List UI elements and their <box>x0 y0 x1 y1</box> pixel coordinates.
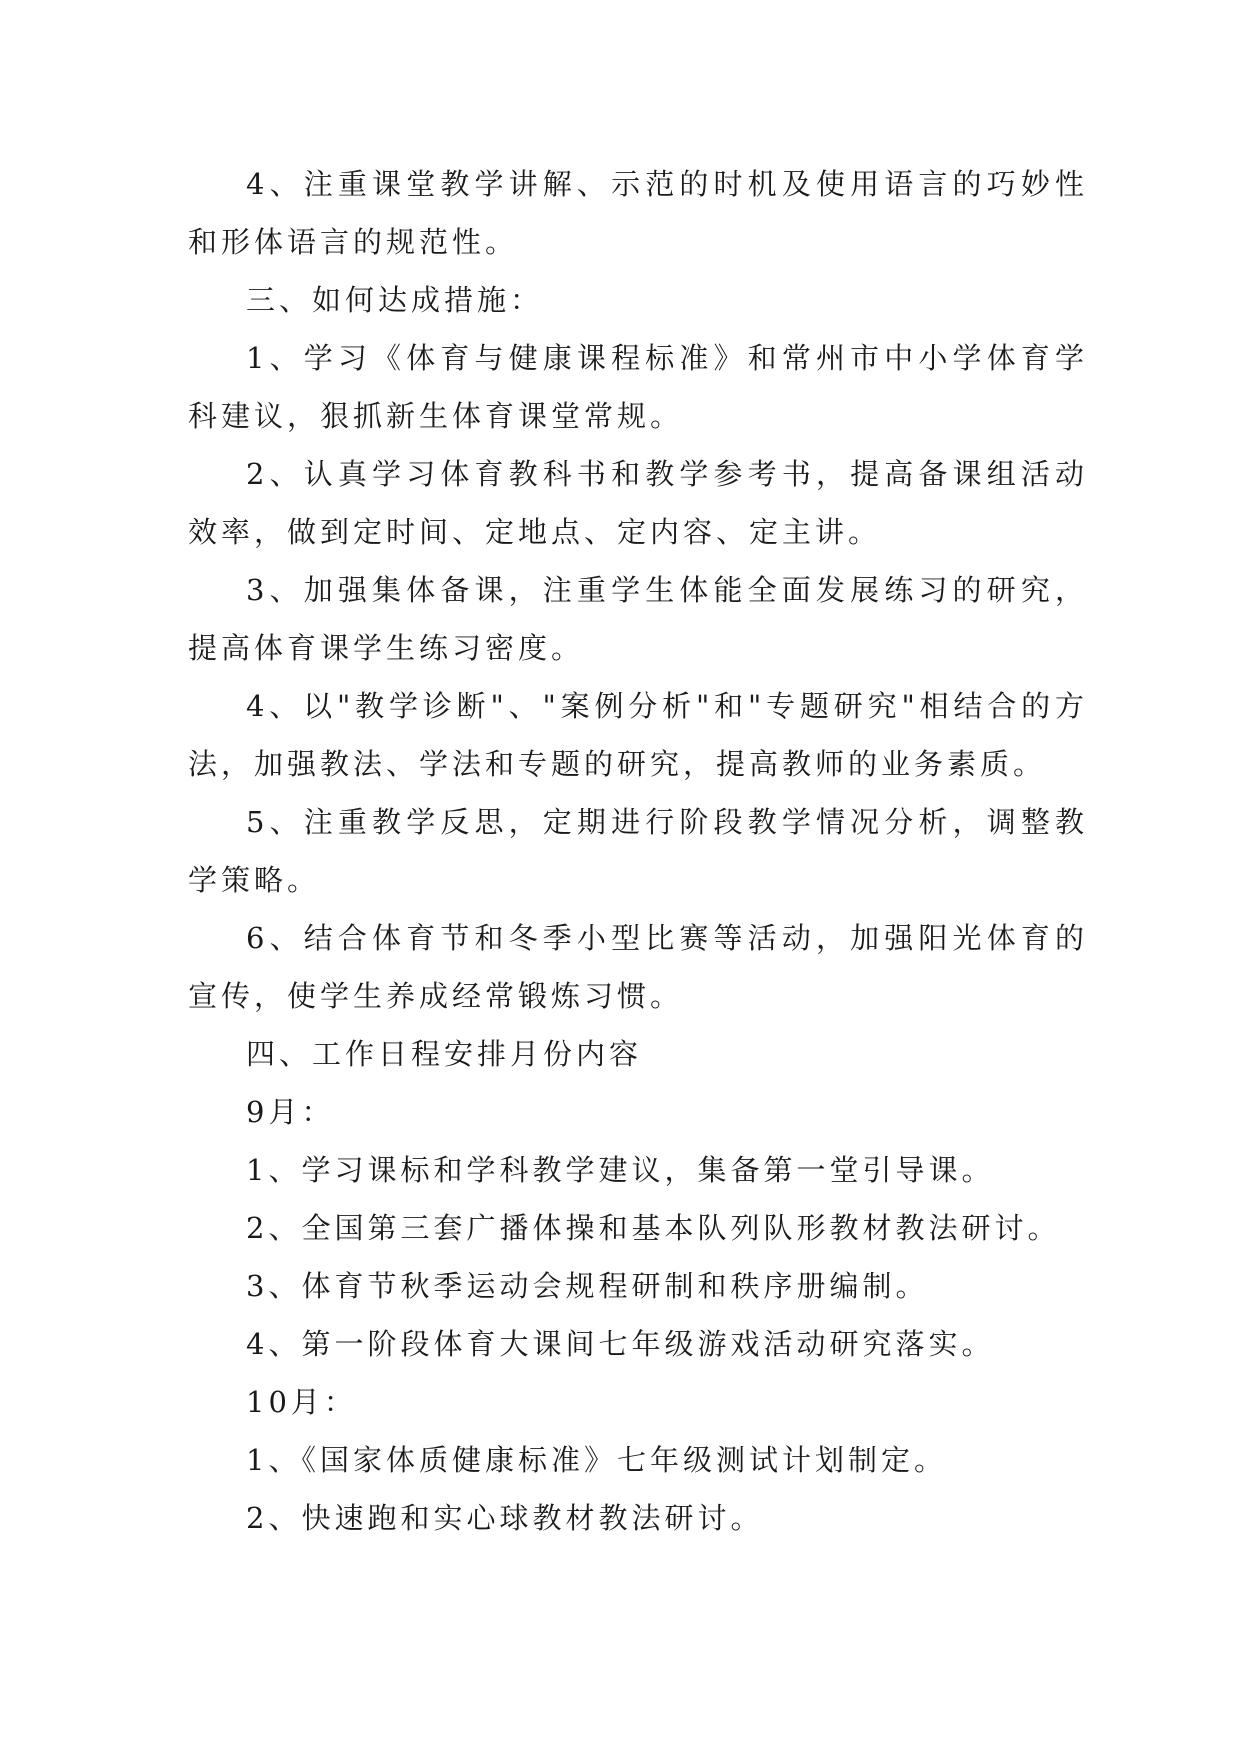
paragraph: 6、结合体育节和冬季小型比赛等活动，加强阳光体育的宣传，使学生养成经常锻炼习惯。 <box>188 921 1088 1013</box>
schedule-item: 2、快速跑和实心球教材教法研讨。 <box>246 1501 764 1535</box>
paragraph: 4、注重课堂教学讲解、示范的时机及使用语言的巧妙性和形体语言的规范性。 <box>188 167 1088 259</box>
paragraph: 1、学习《体育与健康课程标准》和常州市中小学体育学科建议，狠抓新生体育课堂常规。 <box>188 341 1088 433</box>
paragraph: 5、注重教学反思，定期进行阶段教学情况分析，调整教学策略。 <box>188 805 1088 897</box>
document-page <box>188 155 1088 1547</box>
schedule-item: 4、第一阶段体育大课间七年级游戏活动研究落实。 <box>246 1327 995 1361</box>
schedule-item: 3、体育节秋季运动会规程研制和秩序册编制。 <box>246 1269 929 1303</box>
paragraph: 3、加强集体备课，注重学生体能全面发展练习的研究，提高体育课学生练习密度。 <box>188 573 1088 665</box>
month-heading: 9月： <box>246 1095 335 1129</box>
month-heading: 10月： <box>246 1385 357 1419</box>
schedule-item: 2、全国第三套广播体操和基本队列队形教材教法研讨。 <box>246 1211 1061 1245</box>
schedule-item: 1、学习课标和学科教学建议，集备第一堂引导课。 <box>246 1153 995 1187</box>
section-heading: 三、如何达成措施： <box>246 283 544 317</box>
paragraph: 2、认真学习体育教科书和教学参考书，提高备课组活动效率，做到定时间、定地点、定内容、定主讲。 <box>188 457 1088 549</box>
paragraph: 4、以"教学诊断"、"案例分析"和"专题研究"相结合的方法，加强教法、学法和专题的研究，提高教师的业务素质。 <box>188 689 1088 781</box>
section-heading: 四、工作日程安排月份内容 <box>246 1037 643 1071</box>
schedule-item: 1、《国家体质健康标准》七年级测试计划制定。 <box>246 1443 947 1477</box>
